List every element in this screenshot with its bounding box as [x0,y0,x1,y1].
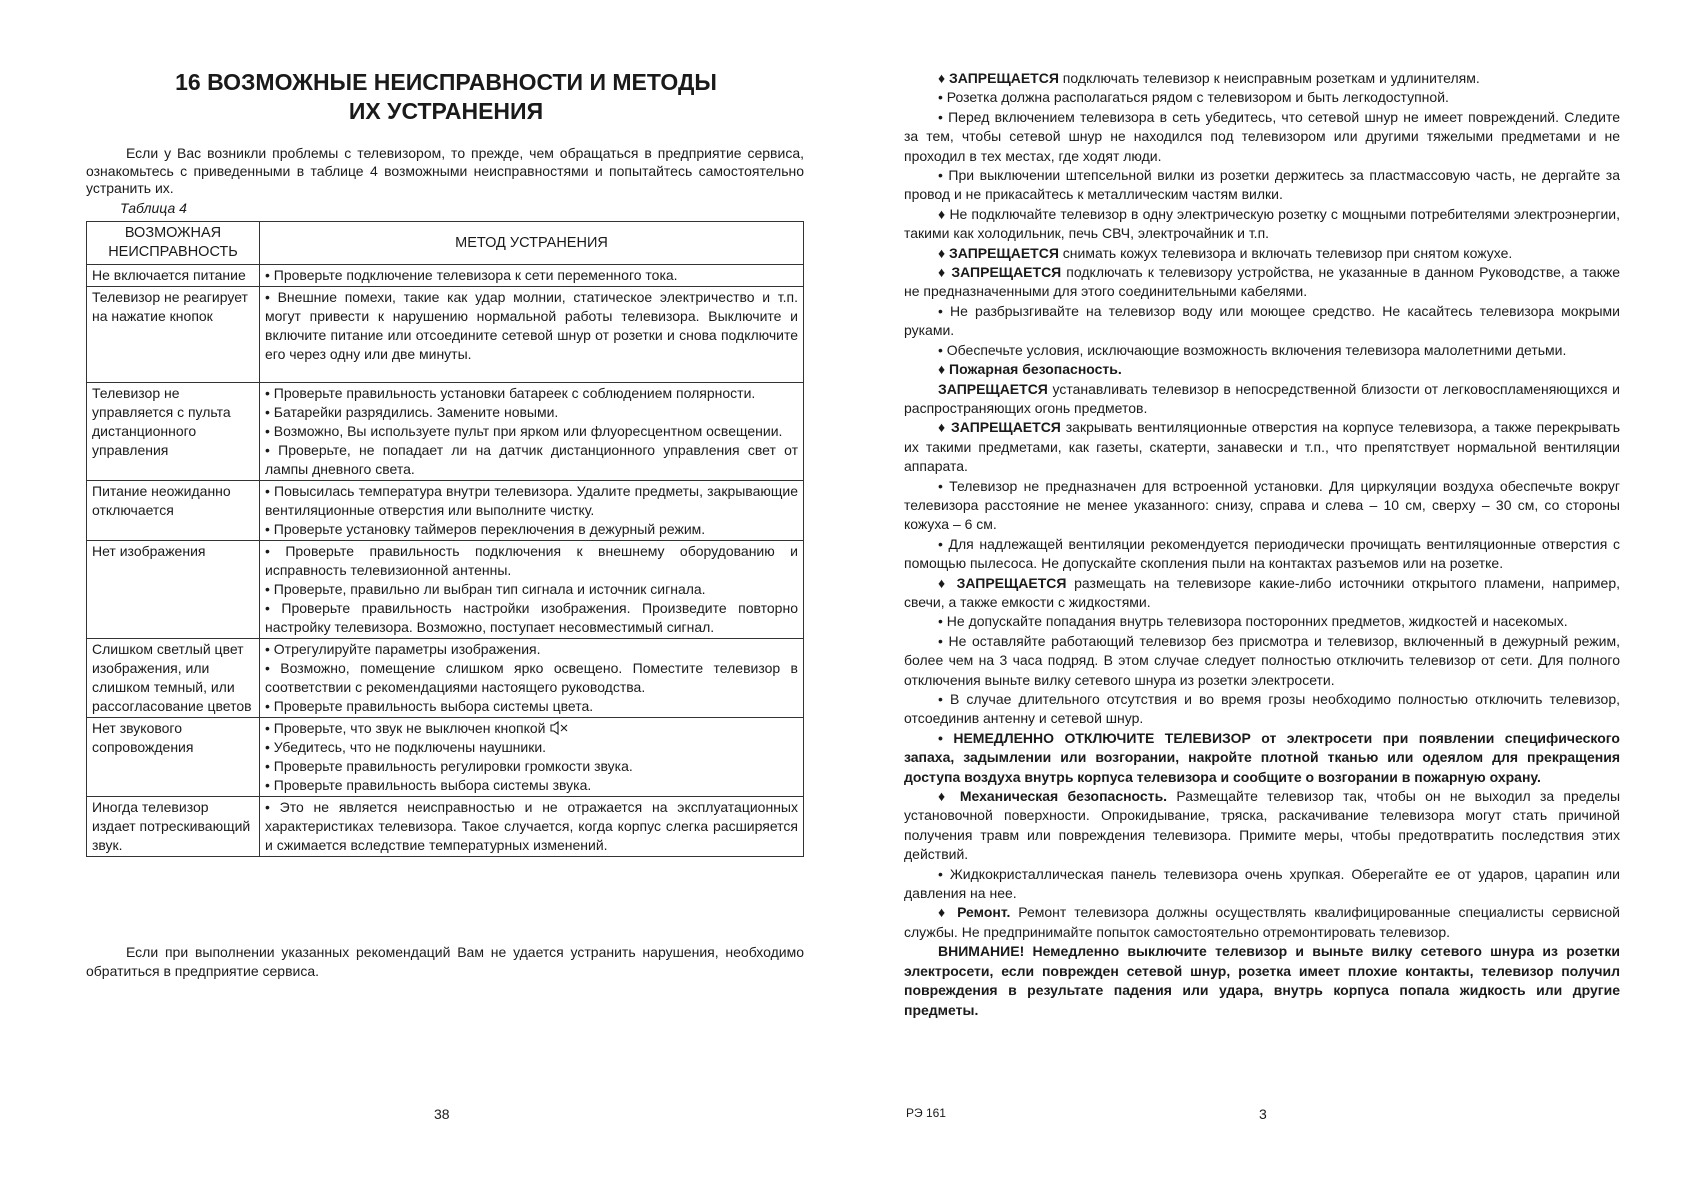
safety-paragraph [904,535,1620,574]
table-row [87,639,804,718]
safety-paragraph [904,360,1620,379]
paragraph-bold: ♦ ЗАПРЕЩАЕТСЯ [938,419,1061,436]
document-code: РЭ 161 [906,1106,946,1120]
method-item: • Внешние помехи, такие как удар молнии, статическое электричество и т.п. могут привести к нарушению нормальной работы телевизора. Выключите и включите питание или отсоедините сетевой шнур от розетки и снова подключите его через одну или две минуты. [265,289,798,362]
method-cell [260,287,804,383]
paragraph-bold: ЗАПРЕЩАЕТСЯ [938,380,1048,397]
safety-paragraph [904,418,1620,476]
paragraph-bold: ♦ ЗАПРЕЩАЕТСЯ [938,574,1067,591]
safety-paragraph [904,903,1620,942]
safety-paragraph [904,690,1620,729]
method-item-text: • Проверьте, что звук не выключен кнопкой [265,720,546,736]
method-item: • Проверьте, не попадает ли на датчик дистанционного управления свет от лампы дневного света. [265,442,798,477]
table-row [87,287,804,383]
paragraph-bold: ♦ Механическая безопасность. [938,788,1168,805]
paragraph-text: • Перед включением телевизора в сеть убедитесь, что сетевой шнур не имеет повреждений. Следите за тем, чтобы сетевой шнур не находился под телевизором или другими тяжелыми предметами и не проходил в тех местах, где ходят люди. [904,108,1620,164]
problem-cell: Нет изображения [87,541,260,639]
paragraph-text: • Не допускайте попадания внутрь телевизора посторонних предметов, жидкостей и насекомых. [938,613,1568,630]
paragraph-bold: ♦ ЗАПРЕЩАЕТСЯ [938,264,1062,281]
safety-paragraph [904,574,1620,613]
problem-cell: Нет звукового сопровождения [87,718,260,797]
safety-paragraph [904,380,1620,419]
method-cell [260,639,804,718]
table-row [87,541,804,639]
safety-paragraph [904,942,1620,1020]
safety-paragraph [904,865,1620,904]
method-item: • Проверьте правильность регулировки громкости звука. [265,758,633,774]
header-problem-line1: ВОЗМОЖНАЯ [124,225,222,241]
table-caption: Таблица 4 [120,200,187,216]
intro-paragraph: Если у Вас возникли проблемы с телевизором, то прежде, чем обращаться в предприятие сервиса, ознакомьтесь с приведенными в таблице 4 возможными неисправностями и попытайтесь самостоятельно устранить их. [86,145,804,196]
outro-paragraph: Если при выполнении указанных рекомендаций Вам не удается устранить нарушения, необходимо обратиться в предприятие сервиса. [86,944,804,979]
safety-paragraph [904,302,1620,341]
faults-table [86,221,804,857]
paragraph-text: размещать на телевизоре какие-либо источники открытого пламени, например, свечи, а также емкости с жидкостями. [904,574,1620,610]
safety-instructions [904,69,1620,1020]
table-row [87,383,804,481]
paragraph-text: • Розетка должна располагаться рядом с телевизором и быть легкодоступной. [938,89,1449,106]
mute-icon [549,721,569,735]
header-problem [87,222,260,265]
paragraph-text: Ремонт телевизора должны осуществлять квалифицированные специалисты сервисной службы. Не предпринимайте попыток самостоятельно отремонтировать телевизор. [904,904,1620,940]
safety-paragraph [904,108,1620,166]
paragraph-bold: • НЕМЕДЛЕННО ОТКЛЮЧИТЕ ТЕЛЕВИЗОР от электросети при появлении специфического запаха, задымлении или возгорании, накройте плотной тканью или одеялом для прекращения доступа воздуха внутрь корпуса телевизора и сообщите о возгорании в пожарную охрану. [904,729,1620,785]
paragraph-text: закрывать вентиляционные отверстия на корпусе телевизора, а также перекрывать их такими предметами, как газеты, скатерти, занавески и т.п., что препятствует нормальной вентиляции аппарата. [904,419,1620,475]
safety-paragraph [904,787,1620,865]
problem-cell: Телевизор не реагирует на нажатие кнопок [87,287,260,383]
method-item: • Это не является неисправностью и не отражается на эксплуатационных характеристиках телевизора. Такое случается, когда корпус слегка расширяется и сжимается вследствие температурных изменений. [265,799,798,853]
paragraph-text: подключать к телевизору устройства, не указанные в данном Руководстве, а также не предназначенными для этого соединительными кабелями. [904,264,1620,300]
method-cell [260,797,804,857]
method-item: • Проверьте, правильно ли выбран тип сигнала и источник сигнала. [265,581,706,597]
safety-paragraph [904,205,1620,244]
safety-paragraph [904,263,1620,302]
paragraph-bold: ♦ ЗАПРЕЩАЕТСЯ [938,70,1059,86]
method-item: • Убедитесь, что не подключены наушники. [265,739,547,755]
page-number-left: 38 [434,1106,450,1122]
paragraph-text: • Для надлежащей вентиляции рекомендуется периодически прочищать вентиляционные отверстия с помощью пылесоса. Не допускайте скопления пыли на контактах разъемов или на розетке. [904,535,1620,572]
table-row [87,718,804,797]
method-item: • Проверьте правильность выбора системы цвета. [265,698,594,714]
page-number-right: 3 [1259,1106,1267,1122]
method-cell [260,383,804,481]
method-item: • Батарейки разрядились. Замените новыми. [265,404,559,420]
safety-paragraph [904,69,1620,88]
section-title-line1: 16 ВОЗМОЖНЫЕ НЕИСПРАВНОСТИ И МЕТОДЫ [175,69,717,95]
paragraph-text: • Не оставляйте работающий телевизор без присмотра и телевизор, включенный в дежурный режим, более чем на 3 часа подряд. В этом случае следует полностью отключить телевизор от сети. Для полного отключения выньте вилку сетевого шнура из розетки электросети. [904,632,1620,688]
safety-paragraph [904,477,1620,535]
method-item: • Возможно, помещение слишком ярко освещено. Поместите телевизор в соответствии с рекомендациями настоящего руководства. [265,660,798,695]
safety-paragraph [904,88,1620,107]
safety-paragraph [904,341,1620,360]
paragraph-text: снимать кожух телевизора и включать телевизор при снятом кожухе. [1058,244,1513,261]
paragraph-text: подключать телевизор к неисправным розеткам и удлинителям. [1058,70,1480,86]
method-item: • Отрегулируйте параметры изображения. [265,641,541,657]
paragraph-text: • Обеспечьте условия, исключающие возможность включения телевизора малолетними детьми. [938,341,1567,358]
method-item: • Возможно, Вы используете пульт при ярком или флуоресцентном освещении. [265,423,783,439]
problem-cell: Телевизор не управляется с пульта дистанционного управления [87,383,260,481]
safety-paragraph [904,632,1620,690]
right-page [841,0,1682,1190]
header-method: МЕТОД УСТРАНЕНИЯ [260,222,804,265]
method-item: • Повысилась температура внутри телевизора. Удалите предметы, закрывающие вентиляционные отверстия или выполните чистку. [265,483,798,518]
method-item [265,719,798,738]
method-item: • Проверьте правильность настройки изображения. Произведите повторно настройку телевизора. Возможно, поступает несовместимый сигнал. [265,600,798,635]
paragraph-text: ♦ Не подключайте телевизор в одну электрическую розетку с мощными потребителями электроэнергии, такими как холодильник, печь СВЧ, электрочайник и т.п. [904,205,1620,242]
paragraph-text: • В случае длительного отсутствия и во время грозы необходимо полностью отключить телевизор, отсоединив антенну и сетевой шнур. [904,691,1620,727]
paragraph-text: • Телевизор не предназначен для встроенной установки. Для циркуляции воздуха обеспечьте вокруг телевизора расстояние не менее указанного: снизу, справа и слева – 10 см, сверху – 30 см, со стороны кожуха – 6 см. [904,477,1620,533]
table-row [87,481,804,541]
safety-paragraph [904,729,1620,787]
method-cell [260,481,804,541]
paragraph-bold: ♦ Пожарная безопасность. [938,361,1122,378]
table-header-row [87,222,804,265]
method-item: • Проверьте установку таймеров переключения в дежурный режим. [265,521,706,537]
paragraph-bold: ВНИМАНИЕ! Немедленно выключите телевизор и выньте вилку сетевого шнура из розетки электросети, если поврежден сетевой шнур, розетка имеет плохие контакты, телевизор получил повреждения в результате падения или удара, внутрь корпуса попала жидкость или другие предметы. [904,943,1620,1018]
method-item: • Проверьте правильность подключения к внешнему оборудованию и исправность телевизионной антенны. [265,543,798,578]
method-item: • Проверьте правильность установки батареек с соблюдением полярности. [265,385,756,401]
problem-cell: Не включается питание [87,265,260,287]
safety-paragraph [904,166,1620,205]
method-cell [260,265,804,287]
method-cell [260,718,804,797]
section-title-line2: ИХ УСТРАНЕНИЯ [348,98,544,124]
method-item: • Проверьте правильность выбора системы звука. [265,777,592,793]
section-title [86,68,806,126]
table-row [87,797,804,857]
problem-cell: Иногда телевизор издает потрескивающий звук. [87,797,260,857]
problem-cell: Слишком светлый цвет изображения, или слишком темный, или рассогласование цветов [87,639,260,718]
paragraph-text: • Жидкокристаллическая панель телевизора очень хрупкая. Оберегайте ее от ударов, царапин или давления на нее. [904,865,1620,902]
paragraph-text: • При выключении штепсельной вилки из розетки держитесь за пластмассовую часть, не дергайте за провод и не прикасайтесь к металлическим частям вилки. [904,167,1620,203]
safety-paragraph [904,244,1620,263]
paragraph-bold: ♦ ЗАПРЕЩАЕТСЯ [938,244,1059,261]
table-row [87,265,804,287]
method-item: • Проверьте подключение телевизора к сети переменного тока. [265,267,678,283]
header-problem-line2: НЕИСПРАВНОСТЬ [108,244,238,260]
paragraph-text: • Не разбрызгивайте на телевизор воду или моющее средство. Не касайтесь телевизора мокрыми руками. [904,302,1620,339]
paragraph-text: Размещайте телевизор так, чтобы он не выходил за пределы установочной поверхности. Опрокидывание, тряска, раскачивание телевизора могут стать причиной получения травм или повреждения телевизора. Примите меры, чтобы предотвратить последствия этих действий. [904,788,1621,863]
safety-paragraph [904,612,1620,631]
paragraph-bold: ♦ Ремонт. [938,904,1011,921]
paragraph-text: устанавливать телевизор в непосредственной близости от легковоспламеняющихся и распространяющих огонь предметов. [904,380,1620,416]
problem-cell: Питание неожиданно отключается [87,481,260,541]
method-cell [260,541,804,639]
